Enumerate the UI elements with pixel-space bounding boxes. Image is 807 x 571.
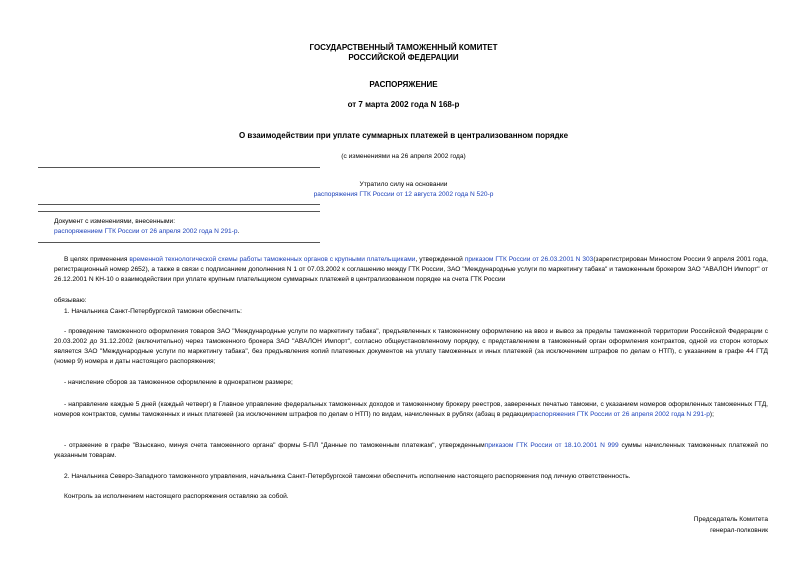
clause-1-item-fees: - начисление сборов за таможенное оформление в однократном размере; — [64, 379, 293, 386]
order-291-link[interactable]: распоряжения ГТК России от 26 апреля 2002 года N 291-р — [530, 411, 710, 418]
changes-tail: . — [237, 228, 240, 235]
org-name-line2: РОССИЙСКОЙ ФЕДЕРАЦИИ — [348, 53, 459, 62]
doc-type: РАСПОРЯЖЕНИЕ — [369, 80, 438, 89]
doc-date: от 7 марта 2002 года N 168-р — [347, 100, 460, 109]
amendment-note: (с изменениями на 26 апреля 2002 года) — [341, 153, 466, 160]
divider-line — [38, 242, 320, 243]
invalid-note: Утратило силу на основании — [359, 181, 448, 188]
clause-1-item-form-5pl: - отражение в графе "Взыскано, минуя счета таможенного органа" формы 5-ПЛ "Данные по таможенным платежам", утвержденнымприказом ГТК России от 18.10.2001 N 999 суммы начисленных таможенных платежей по указанным товарам. — [54, 442, 768, 459]
control-clause: Контроль за исполнением настоящего распоряжения оставляю за собой. — [64, 493, 289, 500]
divider-line — [38, 204, 320, 205]
invalidating-order-link[interactable]: распоряжения ГТК России от 12 августа 2002 года N 520-р — [313, 191, 494, 198]
amending-order-link[interactable]: распоряжением ГТК России от 26 апреля 2002 года N 291-р — [54, 228, 238, 235]
divider-line — [38, 211, 320, 212]
signatory-position: Председатель Комитета — [693, 516, 768, 523]
technology-scheme-link[interactable]: временной технологической схемы работы таможенных органов с крупными плательщиками — [129, 256, 416, 263]
order-303-link[interactable]: приказом ГТК России от 26.03.2001 N 303 — [464, 256, 594, 263]
signatory-rank: генерал-полковник — [710, 527, 768, 534]
org-name-line1: ГОСУДАРСТВЕННЫЙ ТАМОЖЕННЫЙ КОМИТЕТ — [309, 43, 498, 52]
clause-1: 1. Начальника Санкт-Петербургской таможни обеспечить: — [64, 308, 242, 315]
clause-1-item-registers: - направление каждые 5 дней (каждый четверг) в Главное управление федеральных таможенных доходов и таможенному брокеру реестров, заверенных печатью таможни, с указанием номеров оформленных таможенных ГТД, номеров контрактов, суммы таможенных и иных платежей (за исключением штрафов по делам о НТП) по видам, начисленных в рублях (абзац в редакциираспоряжения ГТК России от 26 апреля 2002 года N 291-р); — [54, 401, 768, 418]
clause-2: 2. Начальника Северо-Западного таможенного управления, начальника Санкт-Петербургской таможни обеспечить исполнение настоящего распоряжения под личную ответственность. — [64, 473, 631, 480]
clause-1-item-customs-clearance: - проведение таможенного оформления товаров ЗАО "Международные услуги по маркетингу табака", предъявленных к таможенному оформлению на ввоз и вывоз за пределы таможенной территории Российской Федерации с 20.03.2002 до 31.12.2002 (включительно) через таможенного брокера ЗАО "АВАЛОН Импорт", согласно общеустановленному порядку, с представлением в таможенный орган оформления контрактов, одной из сторон которых является ЗАО "Международные услуги по маркетингу табака", без предъявления копий платежных документов на уплату таможенных и иных платежей (за исключением штрафов по делам о НТП), с указанием в графе 44 ГТД (номер 9) номера и даты настоящего распоряжения; — [54, 328, 768, 365]
divider-line — [38, 167, 320, 168]
order-999-link[interactable]: приказом ГТК России от 18.10.2001 N 999 — [484, 442, 619, 449]
intro-paragraph: В целях применения временной технологической схемы работы таможенных органов с крупными плательщиками, утвержденной приказом ГТК России от 26.03.2001 N 303(зарегистрирован Минюстом России 9 апреля 2001 года, регистрационный номер 2652), а также в связи с подписанием дополнения N 1 от 07.03.2002 к соглашению между ГТК России, ЗАО "Международные услуги по маркетингу табака" и таможенным брокером ЗАО "АВАЛОН Импорт" от 26.12.2001 N КН-10 о взаимодействии при уплате крупным плательщиком суммарных платежей в централизованном порядке на счета ГТК России — [54, 256, 769, 283]
oblige-text: обязываю: — [54, 297, 87, 304]
doc-title: О взаимодействии при уплате суммарных платежей в централизованном порядке — [238, 131, 569, 140]
changes-label: Документ с изменениями, внесенными: — [54, 218, 176, 225]
